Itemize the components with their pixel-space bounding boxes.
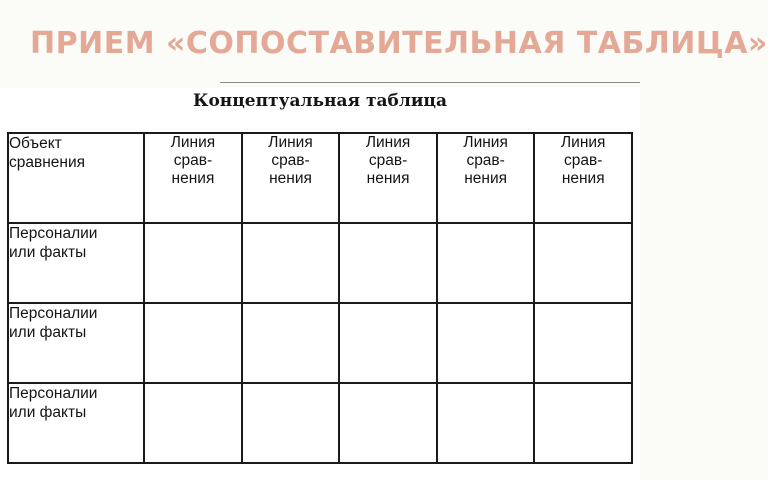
empty-cell [242,383,340,463]
row-label-line-2: или факты [9,404,87,421]
row-label-line-1: Персоналии [9,225,98,242]
comparison-line-header-2 [242,133,340,223]
comparison-line-header-3 [339,133,437,223]
slide-title: ПРИЕМ «СОПОСТАВИТЕЛЬНАЯ ТАБЛИЦА» [30,26,768,61]
empty-cell [437,223,535,303]
empty-cell [339,383,437,463]
header-text: срав- [173,152,213,169]
header-text: Линия [268,134,313,151]
header-text: Линия [170,134,216,151]
header-text: Линия [560,134,606,151]
row-label-line-2: или факты [9,244,87,261]
object-header-cell [8,133,144,223]
header-text: срав- [564,152,603,169]
header-text: нения [171,170,215,187]
table-row [8,223,632,303]
empty-cell [339,303,437,383]
table-row [8,383,632,463]
row-label-line-1: Персоналии [9,305,98,322]
empty-cell [144,303,242,383]
empty-cell [144,383,242,463]
concept-table [7,132,633,464]
header-text: срав- [271,152,310,169]
row-label-cell [8,303,144,383]
header-text: нения [464,170,508,187]
title-divider [220,82,640,83]
comparison-line-header-1 [144,133,242,223]
scanned-table-image [0,88,640,480]
table-caption: Концептуальная таблица [192,91,447,111]
header-text: нения [366,170,410,187]
object-header-line-2: сравнения [9,154,86,171]
empty-cell [437,303,535,383]
header-text: нения [561,170,605,187]
header-text: срав- [466,152,505,169]
empty-cell [534,383,632,463]
comparison-line-header-4 [437,133,535,223]
row-label-line-1: Персоналии [9,385,98,402]
table-row [8,303,632,383]
object-header-line-1: Объект [9,135,62,152]
empty-cell [534,303,632,383]
table-header-row [8,133,632,223]
empty-cell [534,223,632,303]
empty-cell [339,223,437,303]
empty-cell [437,383,535,463]
row-label-line-2: или факты [9,324,87,341]
row-label-cell [8,383,144,463]
comparison-line-header-5 [534,133,632,223]
header-text: Линия [365,134,411,151]
header-text: Линия [463,134,508,151]
header-text: нения [269,170,312,187]
empty-cell [242,303,340,383]
empty-cell [242,223,340,303]
header-text: срав- [368,152,408,169]
row-label-cell [8,223,144,303]
empty-cell [144,223,242,303]
